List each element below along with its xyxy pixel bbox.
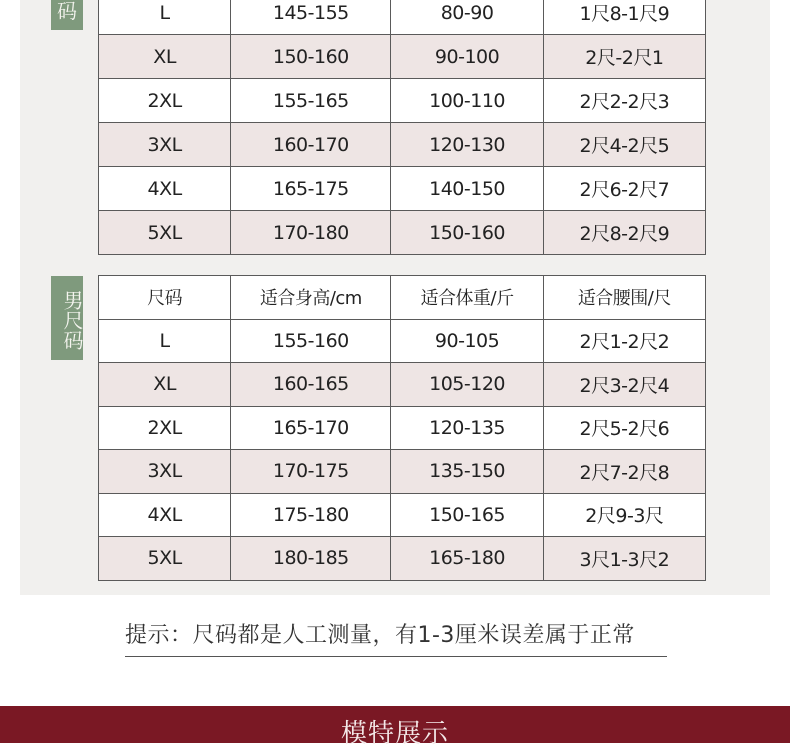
section-title-model-display: 模特展示 [340,719,449,749]
height-cell: 165-170 [231,406,391,450]
height-cell: 155-165 [231,79,391,123]
table-row [99,363,706,407]
size-cell: L [99,319,231,363]
women-size-side-label: 码 [51,0,83,30]
size-cell: XL [99,35,231,79]
table-row [99,537,706,581]
waist-cell: 2尺6-2尺7 [543,167,705,211]
table-row [99,0,706,35]
weight-cell: 120-135 [391,406,543,450]
table-row [99,79,706,123]
men-size-table [98,275,706,581]
weight-cell: 90-100 [391,35,543,79]
height-cell: 150-160 [231,35,391,79]
women-size-table [98,0,706,255]
weight-cell: 150-165 [391,493,543,537]
weight-cell: 140-150 [391,167,543,211]
height-cell: 165-175 [231,167,391,211]
waist-cell: 2尺-2尺1 [543,35,705,79]
weight-cell: 150-160 [391,211,543,255]
table-row [99,493,706,537]
men-size-side-label: 男尺码 [51,276,83,360]
table-row [99,450,706,494]
height-cell: 160-165 [231,363,391,407]
waist-cell: 2尺7-2尺8 [543,450,705,494]
header-size: 尺码 [99,276,231,320]
height-cell: 155-160 [231,319,391,363]
header-weight: 适合体重/斤 [391,276,543,320]
size-cell: 3XL [99,450,231,494]
size-cell: L [99,0,231,35]
measurement-note: 提示：尺码都是人工测量，有1-3厘米误差属于正常 [125,623,635,648]
waist-cell: 3尺1-3尺2 [543,537,705,581]
header-height: 适合身高/cm [231,276,391,320]
waist-cell: 2尺8-2尺9 [543,211,705,255]
waist-cell: 2尺3-2尺4 [543,363,705,407]
table-header-row [99,276,706,320]
waist-cell: 2尺4-2尺5 [543,123,705,167]
size-cell: 4XL [99,493,231,537]
weight-cell: 90-105 [391,319,543,363]
weight-cell: 120-130 [391,123,543,167]
weight-cell: 100-110 [391,79,543,123]
weight-cell: 80-90 [391,0,543,35]
height-cell: 160-170 [231,123,391,167]
table-row [99,406,706,450]
waist-cell: 2尺1-2尺2 [543,319,705,363]
table-row [99,211,706,255]
weight-cell: 165-180 [391,537,543,581]
note-underline [125,656,667,657]
size-cell: 2XL [99,406,231,450]
height-cell: 145-155 [231,0,391,35]
weight-cell: 105-120 [391,363,543,407]
height-cell: 175-180 [231,493,391,537]
size-cell: XL [99,363,231,407]
size-cell: 4XL [99,167,231,211]
height-cell: 170-175 [231,450,391,494]
waist-cell: 2尺5-2尺6 [543,406,705,450]
size-cell: 5XL [99,537,231,581]
table-row [99,35,706,79]
header-waist: 适合腰围/尺 [543,276,705,320]
height-cell: 180-185 [231,537,391,581]
height-cell: 170-180 [231,211,391,255]
waist-cell: 2尺2-2尺3 [543,79,705,123]
size-cell: 2XL [99,79,231,123]
waist-cell: 2尺9-3尺 [543,493,705,537]
size-cell: 3XL [99,123,231,167]
table-row [99,123,706,167]
waist-cell: 1尺8-1尺9 [543,0,705,35]
table-row [99,167,706,211]
size-cell: 5XL [99,211,231,255]
table-row [99,319,706,363]
weight-cell: 135-150 [391,450,543,494]
